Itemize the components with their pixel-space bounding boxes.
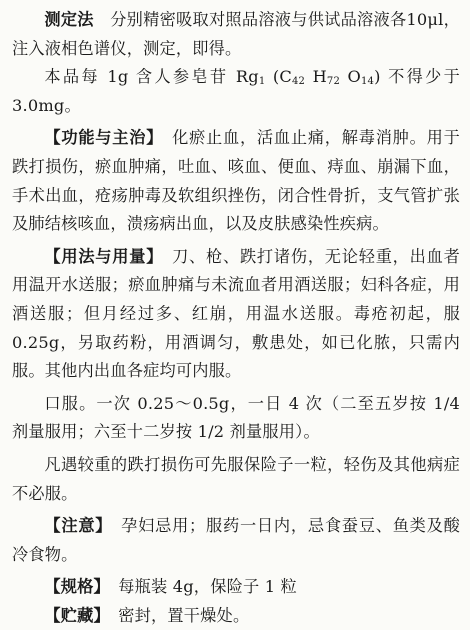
- content-prefix: 本品每 1g 含人参皂苷 Rg: [44, 67, 259, 87]
- usage-paragraph: [12, 243, 460, 386]
- oral-dosage-paragraph: [12, 390, 460, 447]
- content-mid-2: H: [305, 67, 327, 87]
- content-sub-1: 1: [258, 76, 266, 88]
- caution-paragraph: [12, 512, 460, 569]
- functions-label: 【功能与主治】: [44, 128, 156, 148]
- content-sub-2: 42: [292, 76, 306, 88]
- usage-text: 刀、枪、跌打诸伤，无论轻重，出血者用温开水送服；瘀血肿痛与未流血者用酒送服；妇科各症，用酒送服；但月经过多、红崩，用温水送服。毒疮初起，服 0.25g，另取药粉，用酒调匀，敷患处，如已化脓，只需内服。其他内出血各症均可内服。: [12, 246, 460, 381]
- oral-dosage-text: 口服。一次 0.25～0.5g，一日 4 次（二至五岁按 1/4 剂量服用；六至十二岁按 1/2 剂量服用）。: [12, 393, 460, 442]
- method-paragraph: [12, 6, 460, 63]
- content-requirement-paragraph: [12, 63, 460, 120]
- content-sub-4: 14: [360, 76, 375, 88]
- storage-label: 【贮藏】: [44, 605, 102, 625]
- usage-label: 【用法与用量】: [44, 246, 156, 266]
- severe-injury-note-text: 凡遇较重的跌打损伤可先服保险子一粒，轻伤及其他病症不必服。: [12, 454, 460, 503]
- storage-paragraph: [12, 602, 460, 630]
- specification-text: 每瓶装 4g，保险子 1 粒: [101, 577, 297, 597]
- content-sub-3: 72: [326, 76, 341, 88]
- specification-label: 【规格】: [44, 577, 102, 597]
- content-suffix: ) 不得少于 3.0mg。: [12, 67, 460, 115]
- caution-text: 孕妇忌用；服药一日内，忌食蚕豆、鱼类及酸冷食物。: [12, 516, 461, 564]
- method-text: 分别精密吸取对照品溶液与供试品溶液各10μl，注入液相色谱仪，测定，即得。: [12, 10, 460, 58]
- caution-label: 【注意】: [44, 516, 105, 536]
- severe-injury-note-paragraph: [12, 451, 460, 508]
- storage-text: 密封，置干燥处。: [101, 605, 250, 625]
- functions-paragraph: [12, 124, 460, 238]
- content-mid-1: (C: [265, 67, 292, 87]
- functions-text: 化瘀止血，活血止痛，解毒消肿。用于跌打损伤，瘀血肿痛，吐血、咳血、便血、痔血、崩漏下血，手术出血，疮疡肿毒及软组织挫伤，闭合性骨折，支气管扩张及肺结核咳血，溃疡病出血，以及皮肤感染性疾病。: [12, 128, 460, 234]
- specification-paragraph: [12, 573, 460, 602]
- content-mid-3: O: [340, 67, 361, 87]
- method-label: 测定法: [44, 10, 94, 29]
